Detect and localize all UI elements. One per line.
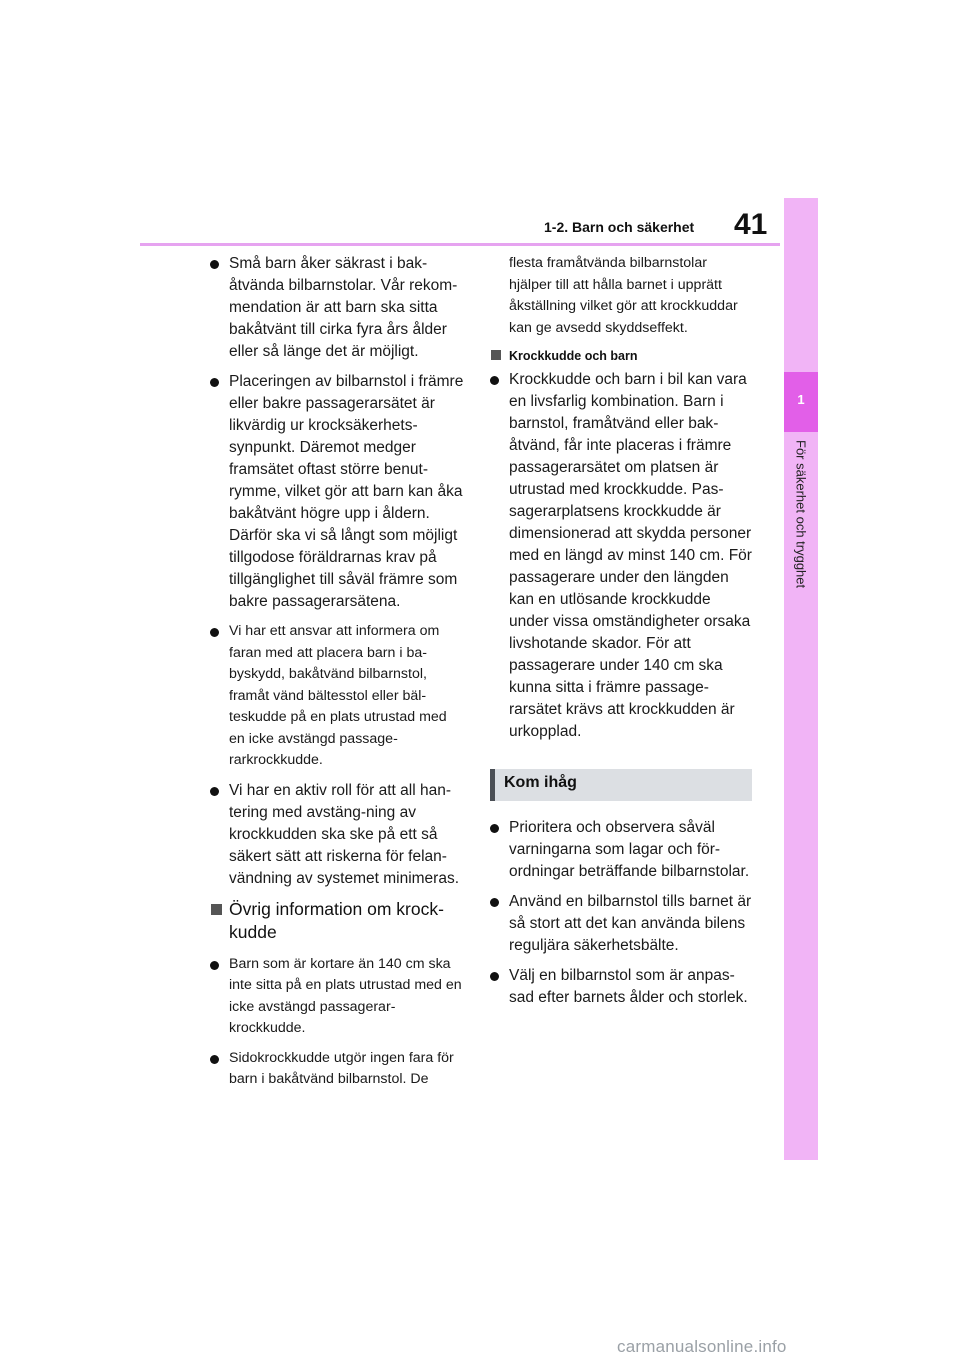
section-heading-text: Övrig information om krockkudde [229, 898, 444, 942]
list-item [210, 621, 465, 772]
bullet-icon [210, 378, 219, 387]
section-heading [490, 347, 752, 365]
list-item [210, 253, 465, 363]
section-title: 1-2. Barn och säkerhet [544, 219, 695, 235]
list-item [210, 371, 465, 613]
bullet-icon [490, 376, 499, 385]
bullet-icon [490, 824, 499, 833]
bullet-icon [210, 961, 219, 970]
list-item-text: Vi har ett ansvar att informera om faran med att placera barn i babyskydd, bakåtvänd bilbarnstol, framåt vänd bältesstol eller bälteskudde på en plats utrustad med en icke avstängd passagerarkrockkudde. [229, 623, 447, 768]
bullet-icon [210, 787, 219, 796]
bullet-icon [210, 260, 219, 269]
kom-ihag-title: Kom ihåg [504, 774, 577, 791]
list-item-text: Små barn åker säkrast i bakåtvända bilbarnstolar. Vår rekommendation är att barn ska sitta bakåtvänt till cirka fyra års ålder eller så länge det är möjligt. [229, 255, 458, 360]
square-bullet-icon [211, 904, 222, 915]
list-item-text: Vi har en aktiv roll för att all hantering med avstäng-ning av krockkudden ska ske på ett så säkert sätt att riskerna för felanvändning av systemet minimeras. [229, 781, 460, 887]
page-number: 41 [734, 208, 768, 241]
header-divider [140, 243, 780, 246]
list-item-text: Prioritera och observera såväl varningarna som lagar och förordningar beträffande bilbarnstolar. [509, 819, 750, 880]
list-item-text: Placeringen av bilbarnstol i främre eller bakre passagerarsätet är likvärdig ur krocksäkerhetssynpunkt. Däremot medger framsätet oftast större benutrymme, vilket gör att barn kan åka bakåtvänt högre upp i åldern. Därför ska vi så långt som möjligt tillgodose föräldrarnas krav på tillgänglighet till såväl främre som bakre passagerarsätena. [229, 373, 464, 610]
bullet-icon [210, 1055, 219, 1064]
chapter-label: För säkerhet och trygghet [793, 440, 809, 589]
list-item [210, 1048, 465, 1091]
list-item [490, 817, 752, 883]
bullet-icon [210, 628, 219, 637]
list-item-text: Barn som är kortare än 140 cm ska inte sitta på en plats utrustad med en icke avstängd passagerarkrockkudde. [229, 955, 462, 1036]
right-column [490, 253, 752, 1017]
list-item [490, 369, 752, 743]
list-item-text: Krockkudde och barn i bil kan vara en livsfarlig kombination. Barn i barnstol, framåtvänd eller bakåtvänd, får inte placeras i främre passagerarsätet om platsen är utrustad med krockkudde. Passagerarplatsens krockkudde är dimensionerad att skydda personer med en längd av minst 140 cm. För passagerare under den längden kan en utlösande krockkudde under vissa omständigheter orsaka livshotande skador. För att passagerare under 140 cm ska kunna sitta i främre passagerarsätet krävs att krockkudden är urkopplad. [509, 371, 752, 740]
footer-watermark-url: carmanualsonline.info [617, 1337, 787, 1356]
bullet-icon [490, 972, 499, 981]
chapter-number: 1 [797, 392, 805, 407]
list-item [490, 891, 752, 957]
list-item [490, 965, 752, 1009]
list-item-text: Välj en bilbarnstol som är anpassad efter barnets ålder och storlek. [509, 967, 748, 1006]
list-item [210, 780, 465, 890]
section-heading [210, 898, 465, 944]
section-heading-text: Krockkudde och barn [509, 349, 638, 363]
chapter-side-tab [784, 198, 818, 1160]
continuation-text: flesta framåtvända bilbarnstolar hjälper till att hålla barnet i upprätt åkställning vilket gör att krockkuddar kan ge avsedd skyddseffekt. [509, 255, 738, 336]
list-item [210, 954, 465, 1040]
list-item-text: Använd en bilbarnstol tills barnet är så stort att det kan använda bilens reguljära säkerhetsbälte. [509, 893, 752, 954]
bullet-icon [490, 898, 499, 907]
kom-ihag-box [490, 769, 752, 801]
left-column [210, 253, 465, 1099]
list-item-text: Sidokrockkudde utgör ingen fara för barn i bakåtvänd bilbarnstol. De [229, 1049, 454, 1087]
square-bullet-icon [491, 350, 501, 360]
